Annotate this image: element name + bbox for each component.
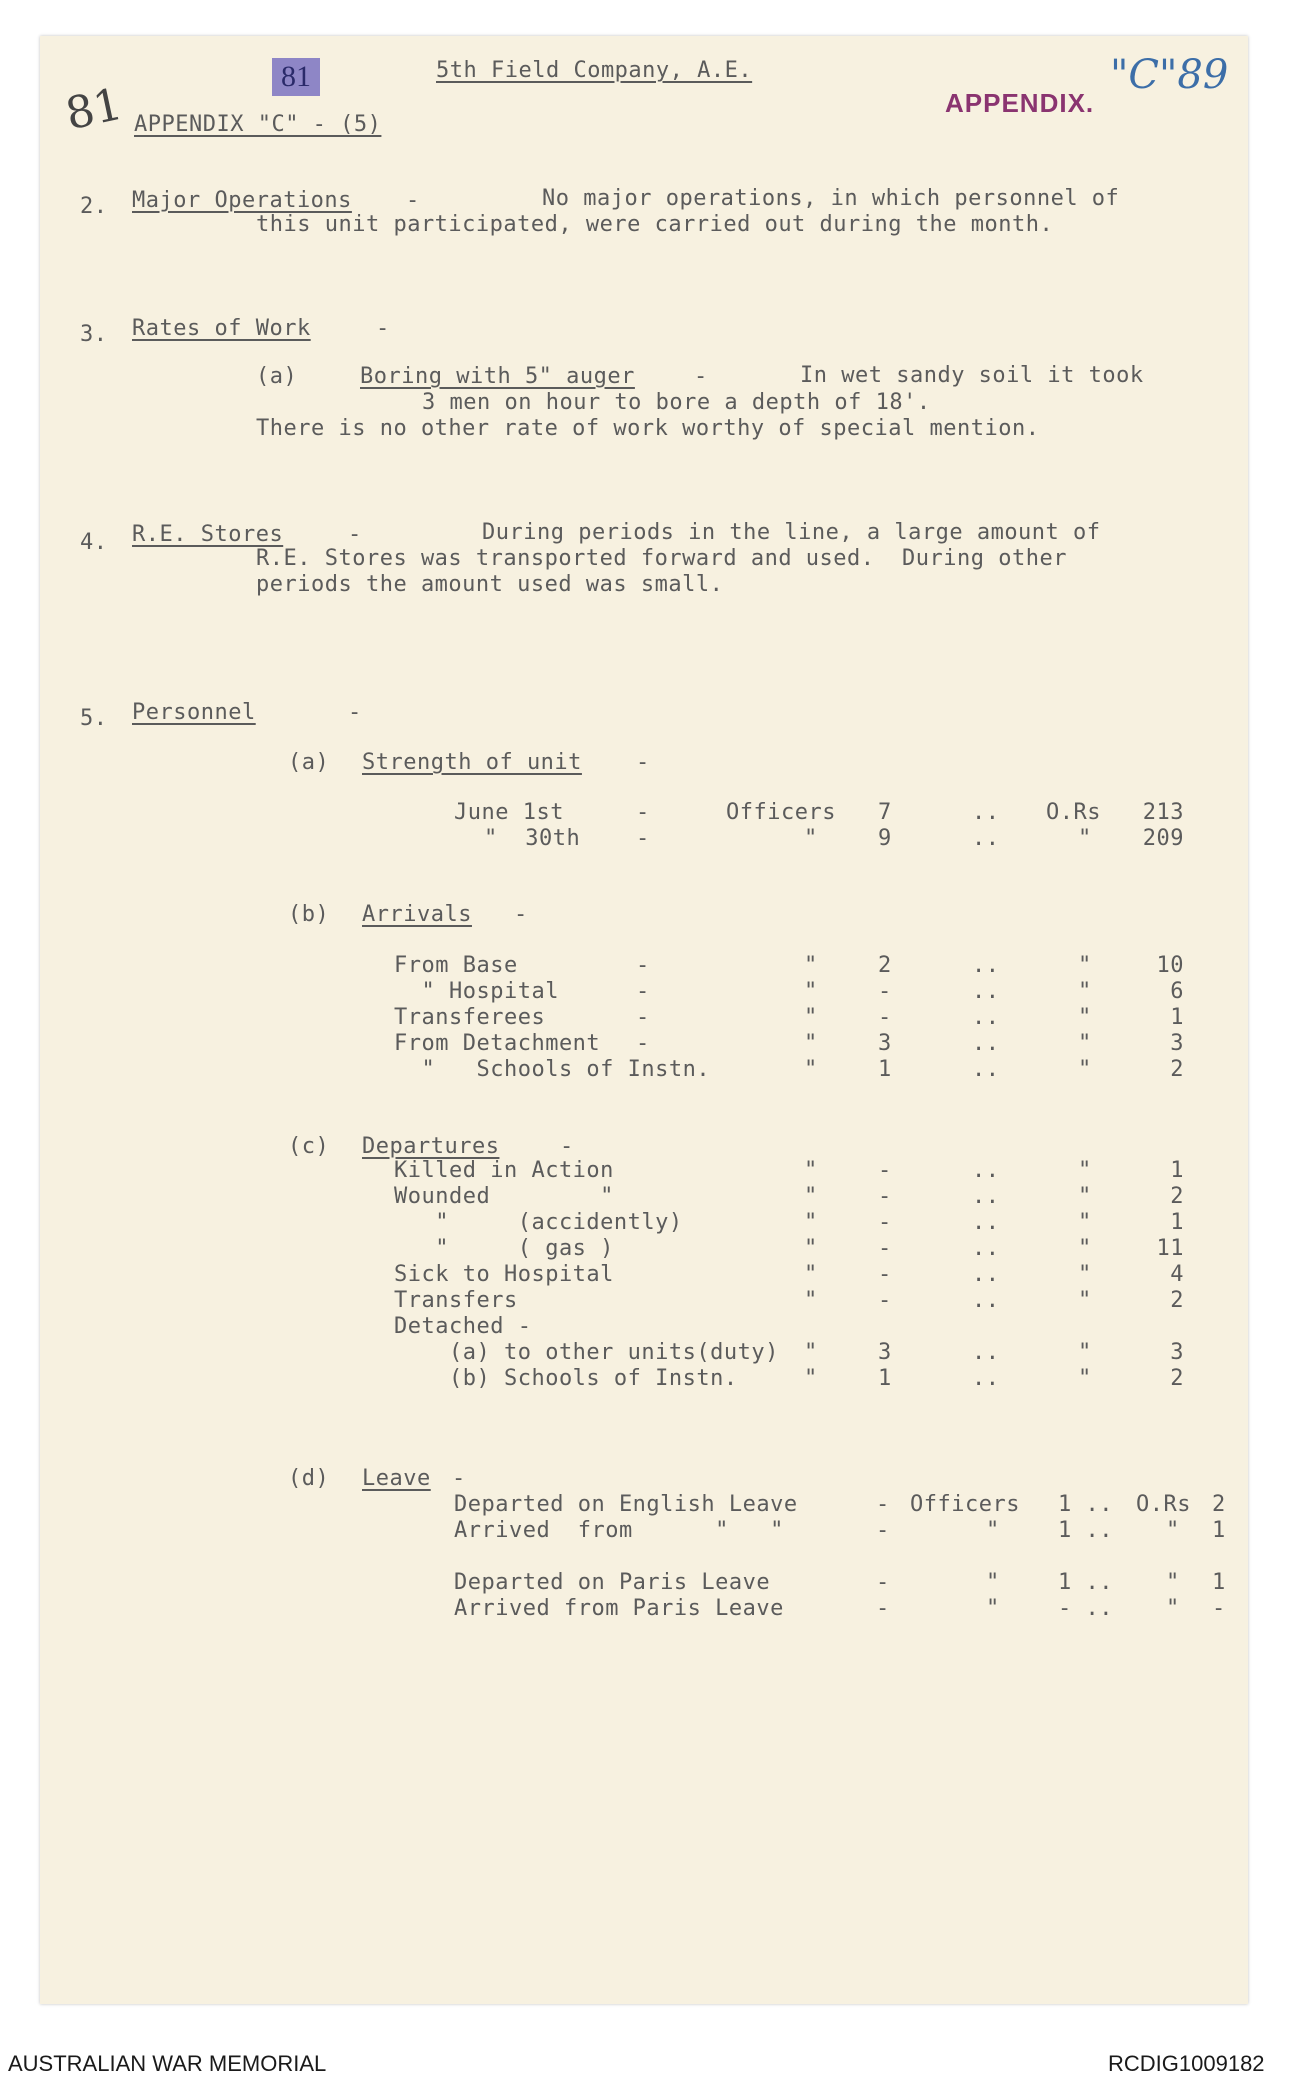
section-4-line3: periods the amount used was small. (256, 572, 724, 597)
section-4-line2: R.E. Stores was transported forward and used. During other (256, 546, 1067, 571)
departures-row-desc: Transfers (394, 1288, 518, 1313)
section-4-heading: R.E. Stores (132, 522, 284, 547)
arrivals-row-desc: " Hospital (394, 979, 559, 1004)
leave-heading: Leave (362, 1466, 431, 1491)
section-3-dash: - (376, 316, 390, 341)
arrivals-row-ditto: " (1078, 1005, 1092, 1030)
arrivals-row-desc: From Detachment (394, 1031, 601, 1056)
section-2-line2: this unit participated, were carried out during the month. (256, 212, 1054, 237)
strength-row-dash: - (636, 826, 650, 851)
section-3a-line3: There is no other rate of work worthy of special mention. (256, 416, 1040, 441)
strength-row-dash: - (636, 800, 650, 825)
appendix-stamp: APPENDIX. (945, 88, 1095, 118)
arrivals-row-ditto: " (804, 979, 818, 1004)
departures-row-ors: 2 (1170, 1288, 1184, 1313)
section-5-number: 5. (80, 706, 108, 731)
leave-row-desc: Arrived from " " (454, 1518, 784, 1543)
strength-heading: Strength of unit (362, 750, 582, 775)
leave-row-ors: 1 (1212, 1518, 1226, 1543)
leave-row-ors: - (1212, 1596, 1226, 1621)
departures-row-officers: 1 (878, 1366, 892, 1391)
departures-row-ors: 11 (1156, 1236, 1184, 1261)
strength-row-ors-label: " (1078, 826, 1092, 851)
departures-row-desc: Wounded " (394, 1184, 614, 1209)
departures-row-desc: " (accidently) (394, 1210, 683, 1235)
section-3a-line2: 3 men on hour to bore a depth of 18'. (422, 390, 931, 415)
leave-row-ors-label: " (1166, 1570, 1180, 1595)
leave-row-officers-label: " (986, 1570, 1000, 1595)
section-4-dash: - (348, 522, 362, 547)
leave-row-officers-label: Officers (910, 1492, 1020, 1517)
leave-row-ors-label: " (1166, 1596, 1180, 1621)
leave-row-officers: 1 .. (1058, 1570, 1113, 1595)
departures-row-ditto: " (804, 1262, 818, 1287)
departures-row-ditto: " (1078, 1262, 1092, 1287)
departures-row-sep: .. (972, 1262, 1000, 1287)
strength-row-officers: 7 (878, 800, 892, 825)
footer-institution: AUSTRALIAN WAR MEMORIAL (8, 2051, 327, 2076)
strength-row-ors-label: O.Rs (1046, 800, 1101, 825)
departures-row-officers: - (878, 1236, 892, 1261)
arrivals-row-sep: .. (972, 1057, 1000, 1082)
arrivals-heading: Arrivals (362, 902, 472, 927)
departures-row-ditto: " (1078, 1340, 1092, 1365)
arrivals-row-ditto: " (804, 1031, 818, 1056)
departures-row-desc: (a) to other units(duty) (394, 1340, 779, 1365)
departures-row-desc: Detached - (394, 1314, 532, 1339)
departures-row-ditto: " (1078, 1288, 1092, 1313)
strength-row-sep: .. (972, 800, 1000, 825)
arrivals-row-ors: 2 (1170, 1057, 1184, 1082)
departures-row-sep: .. (972, 1366, 1000, 1391)
arrivals-row-ditto: " (1078, 1057, 1092, 1082)
leave-row-dash: - (876, 1570, 890, 1595)
departures-row-officers: - (878, 1210, 892, 1235)
departures-row-ditto: " (804, 1236, 818, 1261)
arrivals-row-ors: 6 (1170, 979, 1184, 1004)
departures-row-ditto: " (804, 1288, 818, 1313)
departures-row-ditto: " (1078, 1366, 1092, 1391)
arrivals-row-sep: .. (972, 1005, 1000, 1030)
arrivals-row-officers: - (878, 1005, 892, 1030)
departures-heading: Departures (362, 1134, 500, 1159)
departures-row-ditto: " (804, 1184, 818, 1209)
section-2-number: 2. (80, 194, 108, 219)
strength-row-ors: 209 (1142, 826, 1184, 851)
handwritten-folio-right: "C"89 (1110, 52, 1229, 98)
departures-row-officers: 3 (878, 1340, 892, 1365)
departures-row-desc: " ( gas ) (394, 1236, 614, 1261)
leave-row-officers: 1 .. (1058, 1492, 1113, 1517)
folio-stamp: 81 (272, 58, 320, 96)
departures-row-officers: - (878, 1158, 892, 1183)
arrivals-row-officers: 2 (878, 953, 892, 978)
departures-row-desc: Killed in Action (394, 1158, 614, 1183)
leave-row-ors-label: " (1166, 1518, 1180, 1543)
leave-dash: - (452, 1466, 466, 1491)
arrivals-row-dash: - (636, 1005, 650, 1030)
handwritten-folio-left: 81 (61, 78, 127, 141)
section-2-heading: Major Operations (132, 188, 352, 213)
arrivals-row-ditto: " (804, 953, 818, 978)
section-2-dash: - (406, 188, 420, 213)
section-3a-heading: Boring with 5" auger (360, 364, 635, 389)
arrivals-row-ors: 1 (1170, 1005, 1184, 1030)
arrivals-row-ditto: " (1078, 1031, 1092, 1056)
arrivals-row-desc: From Base (394, 953, 518, 978)
leave-row-desc: Departed on Paris Leave (454, 1570, 771, 1595)
arrivals-row-ditto: " (804, 1005, 818, 1030)
arrivals-row-desc: Transferees (394, 1005, 546, 1030)
arrivals-row-officers: - (878, 979, 892, 1004)
leave-row-dash: - (876, 1492, 890, 1517)
arrivals-row-ors: 10 (1156, 953, 1184, 978)
unit-title: 5th Field Company, A.E. (436, 58, 753, 83)
arrivals-row-desc: " Schools of Instn. (394, 1057, 711, 1082)
section-2-line1: No major operations, in which personnel of (542, 186, 1120, 211)
departures-row-ditto: " (804, 1210, 818, 1235)
strength-row-officers-label: " (804, 826, 818, 851)
arrivals-row-dash: - (636, 953, 650, 978)
arrivals-row-sep: .. (972, 953, 1000, 978)
departures-row-ors: 1 (1170, 1210, 1184, 1235)
footer-record-id: RCDIG1009182 (1108, 2051, 1265, 2076)
departures-row-ditto: " (804, 1158, 818, 1183)
arrivals-row-ditto: " (1078, 979, 1092, 1004)
leave-row-officers-label: " (986, 1596, 1000, 1621)
strength-row-date: June 1st (454, 800, 564, 825)
leave-row-officers: 1 .. (1058, 1518, 1113, 1543)
departures-row-ors: 2 (1170, 1184, 1184, 1209)
arrivals-row-sep: .. (972, 1031, 1000, 1056)
departures-row-desc: Sick to Hospital (394, 1262, 614, 1287)
leave-row-officers: - .. (1058, 1596, 1113, 1621)
leave-row-officers-label: " (986, 1518, 1000, 1543)
arrivals-row-dash: - (636, 979, 650, 1004)
departures-row-ditto: " (1078, 1158, 1092, 1183)
leave-row-dash: - (876, 1596, 890, 1621)
appendix-title: APPENDIX "C" - (5) (134, 112, 382, 137)
departures-row-ors: 4 (1170, 1262, 1184, 1287)
leave-row-dash: - (876, 1518, 890, 1543)
section-3-number: 3. (80, 322, 108, 347)
departures-row-ditto: " (1078, 1210, 1092, 1235)
arrivals-label: (b) (288, 902, 330, 927)
section-3a-label: (a) (256, 364, 298, 389)
leave-row-ors-label: O.Rs (1136, 1492, 1191, 1517)
leave-row-ors: 2 (1212, 1492, 1226, 1517)
section-4-line1: During periods in the line, a large amount of (482, 520, 1101, 545)
section-5-dash: - (348, 700, 362, 725)
arrivals-row-officers: 3 (878, 1031, 892, 1056)
departures-label: (c) (288, 1134, 330, 1159)
departures-row-ditto: " (1078, 1184, 1092, 1209)
strength-row-ors: 213 (1142, 800, 1184, 825)
arrivals-row-dash: - (636, 1031, 650, 1056)
departures-row-officers: - (878, 1184, 892, 1209)
departures-row-sep: .. (972, 1210, 1000, 1235)
section-3a-line1: In wet sandy soil it took (800, 363, 1144, 388)
strength-row-date: " 30th (484, 826, 581, 851)
strength-row-officers: 9 (878, 826, 892, 851)
strength-dash: - (636, 750, 650, 775)
section-3a-dash: - (694, 364, 708, 389)
departures-row-sep: .. (972, 1158, 1000, 1183)
departures-row-ors: 2 (1170, 1366, 1184, 1391)
section-3-heading: Rates of Work (132, 316, 311, 341)
departures-row-ditto: " (1078, 1236, 1092, 1261)
departures-row-sep: .. (972, 1288, 1000, 1313)
leave-row-desc: Arrived from Paris Leave (454, 1596, 784, 1621)
departures-row-desc: (b) Schools of Instn. (394, 1366, 738, 1391)
departures-row-ors: 1 (1170, 1158, 1184, 1183)
departures-row-sep: .. (972, 1184, 1000, 1209)
departures-row-ors: 3 (1170, 1340, 1184, 1365)
arrivals-row-officers: 1 (878, 1057, 892, 1082)
arrivals-row-sep: .. (972, 979, 1000, 1004)
arrivals-dash: - (514, 902, 528, 927)
departures-row-ditto: " (804, 1366, 818, 1391)
departures-row-officers: - (878, 1288, 892, 1313)
leave-label: (d) (288, 1466, 330, 1491)
strength-label: (a) (288, 750, 330, 775)
leave-row-desc: Departed on English Leave (454, 1492, 798, 1517)
arrivals-row-ors: 3 (1170, 1031, 1184, 1056)
departures-dash: - (560, 1134, 574, 1159)
departures-row-sep: .. (972, 1340, 1000, 1365)
section-4-number: 4. (80, 530, 108, 555)
departures-row-ditto: " (804, 1340, 818, 1365)
departures-row-officers: - (878, 1262, 892, 1287)
departures-row-sep: .. (972, 1236, 1000, 1261)
arrivals-row-ditto: " (804, 1057, 818, 1082)
section-5-heading: Personnel (132, 700, 256, 725)
leave-row-ors: 1 (1212, 1570, 1226, 1595)
strength-row-sep: .. (972, 826, 1000, 851)
strength-row-officers-label: Officers (726, 800, 836, 825)
arrivals-row-ditto: " (1078, 953, 1092, 978)
